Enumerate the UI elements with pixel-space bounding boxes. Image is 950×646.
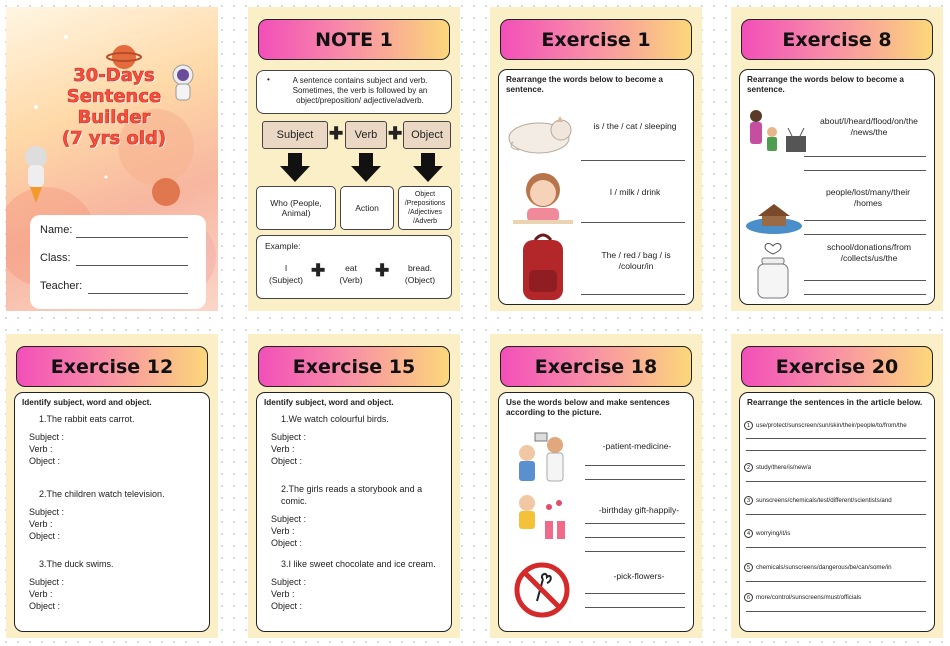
answer-line[interactable] (585, 551, 685, 552)
object-box: Object (403, 121, 451, 149)
note-intro-box (256, 70, 452, 114)
verb-box: Verb (345, 121, 387, 149)
exercise-item-text: I / milk / drink (609, 187, 661, 197)
example-word (267, 262, 305, 286)
answer-line[interactable] (804, 220, 926, 221)
answer-line[interactable] (585, 607, 685, 608)
exercise-panel (739, 392, 935, 632)
exercise-panel (14, 392, 210, 632)
girl-image (513, 166, 573, 226)
cover-title-line: Sentence (66, 86, 162, 107)
item-number: 5 (744, 563, 753, 572)
question-block (29, 413, 135, 467)
verb-label: Verb : (271, 589, 295, 599)
item-text: chemicals/sunscreens/dangerous/be/can/some/in (756, 564, 892, 571)
exercise-item-text: about/I/heard/flood/on/the /news/the (820, 116, 918, 138)
class-field-line[interactable] (76, 265, 188, 266)
card-header: Exercise 12 (16, 346, 208, 387)
action-box: Action (340, 186, 394, 230)
subject-label: Subject : (271, 514, 307, 524)
answer-line[interactable] (746, 481, 926, 482)
card-header: NOTE 1 (258, 19, 450, 60)
list-item (744, 529, 930, 538)
exercise8-card[interactable] (731, 7, 943, 311)
example-label: Example: (265, 241, 301, 251)
question-block (271, 483, 439, 549)
item-number: 4 (744, 529, 753, 538)
name-form (30, 215, 206, 309)
family-tv-image (744, 106, 808, 166)
subject-label: Subject : (29, 577, 65, 587)
card-header: Exercise 1 (500, 19, 692, 60)
answer-line[interactable] (804, 156, 926, 157)
donation-jar-image (748, 238, 798, 302)
question-sentence: 2.The girls reads a storybook and a comic. (281, 484, 423, 506)
card-header: Exercise 15 (258, 346, 450, 387)
list-item (744, 593, 930, 602)
item-text: study/there/is/new/a (756, 464, 812, 471)
exercise15-card[interactable] (248, 334, 460, 638)
question-sentence: 1.The rabbit eats carrot. (39, 414, 135, 424)
item-text: worrying/it/is (756, 530, 791, 537)
answer-line[interactable] (585, 465, 685, 466)
exercise-item-text: is / the / cat / sleeping (593, 121, 677, 131)
verb-label: Verb : (271, 444, 295, 454)
answer-line[interactable] (746, 581, 926, 582)
object-label: Object : (271, 456, 303, 466)
answer-line[interactable] (746, 547, 926, 548)
exercise-instruction: Rearrange the words below to become a sentence. (747, 75, 904, 95)
plus-icon: ✚ (388, 124, 403, 143)
exercise-item-text: The / red / bag / is /colour/in (601, 250, 671, 272)
exercise-item-text: school/donations/from /collects/us/the (826, 242, 912, 264)
plus-icon: ✚ (329, 124, 344, 143)
object-desc-box: Object /Prepositions /Adjectives /Adverb (398, 186, 452, 230)
subject-label: Subject : (271, 432, 307, 442)
name-field-line[interactable] (76, 237, 188, 238)
answer-line[interactable] (804, 234, 926, 235)
card-header: Exercise 8 (741, 19, 933, 60)
item-text: sunscreens/chemicals/test/different/scientists/and (756, 497, 892, 504)
example-word-role: (Verb) (339, 275, 363, 285)
item-number: 3 (744, 496, 753, 505)
answer-line[interactable] (804, 294, 926, 295)
object-label: Object : (271, 538, 303, 548)
cover-title-line: 30-Days (73, 65, 155, 86)
question-block (29, 558, 114, 612)
card-header: Exercise 18 (500, 346, 692, 387)
subject-label: Subject : (29, 432, 65, 442)
list-item (744, 563, 930, 572)
question-sentence: 3.The duck swims. (39, 559, 114, 569)
who-box: Who (People, Animal) (256, 186, 336, 230)
exercise-panel (498, 69, 694, 305)
list-item (744, 421, 930, 430)
example-box (256, 235, 452, 299)
verb-label: Verb : (29, 444, 53, 454)
example-word-text: bread. (407, 263, 433, 273)
example-word-text: I (284, 263, 288, 273)
answer-line[interactable] (746, 611, 926, 612)
question-sentence: 1.We watch colourful birds. (281, 414, 389, 424)
object-label: Object : (271, 601, 303, 611)
example-word (331, 262, 371, 286)
subject-label: Subject : (29, 507, 65, 517)
exercise1-card[interactable] (490, 7, 702, 311)
exercise-panel (739, 69, 935, 305)
question-block (29, 488, 165, 542)
no-picking-flowers-icon (513, 561, 571, 619)
exercise-panel (256, 392, 452, 632)
exercise12-card[interactable] (6, 334, 218, 638)
question-sentence: 3.I like sweet chocolate and ice cream. (281, 559, 436, 569)
flood-house-image (744, 192, 808, 236)
answer-line[interactable] (746, 514, 926, 515)
exercise18-card[interactable] (490, 334, 702, 638)
teacher-field-line[interactable] (88, 293, 188, 294)
cat-image (505, 108, 575, 158)
object-label: Object : (29, 456, 61, 466)
exercise-instruction: Identify subject, word and object. (22, 398, 152, 407)
card-header: Exercise 20 (741, 346, 933, 387)
note-intro-text: A sentence contains subject and verb. Sometimes, the verb is followed by an object/preposition/ adjective/adverb. (292, 76, 428, 105)
answer-line[interactable] (581, 294, 685, 295)
answer-line[interactable] (746, 450, 926, 451)
example-word (397, 262, 443, 286)
answer-line[interactable] (804, 170, 926, 171)
cover-title-line: (7 yrs old) (61, 128, 167, 149)
example-word-role: (Subject) (268, 275, 303, 285)
answer-line[interactable] (804, 280, 926, 281)
exercise-instruction: Rearrange the sentences in the article below. (747, 398, 923, 407)
answer-line[interactable] (585, 479, 685, 480)
plus-icon: ✚ (375, 261, 390, 280)
item-text: use/protect/sunscreen/sun/skin/their/people/to/from/the (756, 422, 907, 429)
cover-title (34, 65, 194, 149)
item-number: 1 (744, 421, 753, 430)
class-field-label: Class: (40, 252, 71, 264)
answer-line[interactable] (581, 222, 685, 223)
teacher-field-label: Teacher: (40, 280, 83, 292)
item-number: 6 (744, 593, 753, 602)
list-item (744, 496, 930, 505)
note1-card[interactable] (248, 7, 460, 311)
exercise-item-text: people/lost/many/their /homes (825, 187, 911, 209)
verb-label: Verb : (29, 519, 53, 529)
answer-line[interactable] (746, 438, 926, 439)
name-field-label: Name: (40, 224, 73, 236)
item-text: more/control/sunscreens/must/officials (756, 594, 862, 601)
question-block (271, 558, 451, 612)
cover-title-line: Builder (77, 107, 151, 128)
exercise-panel (498, 392, 694, 632)
plus-icon: ✚ (311, 261, 326, 280)
question-block (271, 413, 389, 467)
red-bag-image (513, 232, 573, 304)
birthday-gift-image (509, 491, 571, 551)
exercise-instruction: Identify subject, word and object. (264, 398, 394, 407)
subject-label: Subject : (271, 577, 307, 587)
item-number: 2 (744, 463, 753, 472)
exercise-instruction: Use the words below and make sentences according to the picture. (506, 398, 670, 418)
question-sentence: 2.The children watch television. (39, 489, 165, 499)
example-word-text: eat (345, 263, 357, 273)
cover-card[interactable] (6, 7, 218, 311)
answer-line[interactable] (585, 593, 685, 594)
bullet-dot: • (267, 75, 270, 84)
object-label: Object : (29, 531, 61, 541)
verb-label: Verb : (29, 589, 53, 599)
answer-line[interactable] (581, 160, 685, 161)
exercise20-card[interactable] (731, 334, 943, 638)
answer-line[interactable] (585, 537, 685, 538)
answer-line[interactable] (585, 523, 685, 524)
exercise-item-text: -patient-medicine- (602, 441, 672, 451)
exercise-item-text: -pick-flowers- (613, 571, 665, 581)
subject-box: Subject (262, 121, 328, 149)
object-label: Object : (29, 601, 61, 611)
doctor-patient-image (507, 427, 575, 489)
exercise-instruction: Rearrange the words below to become a sentence. (506, 75, 663, 95)
verb-label: Verb : (271, 526, 295, 536)
exercise-item-text: -birthday gift-happily- (598, 505, 680, 515)
example-word-role: (Object) (404, 275, 436, 285)
list-item (744, 463, 930, 472)
